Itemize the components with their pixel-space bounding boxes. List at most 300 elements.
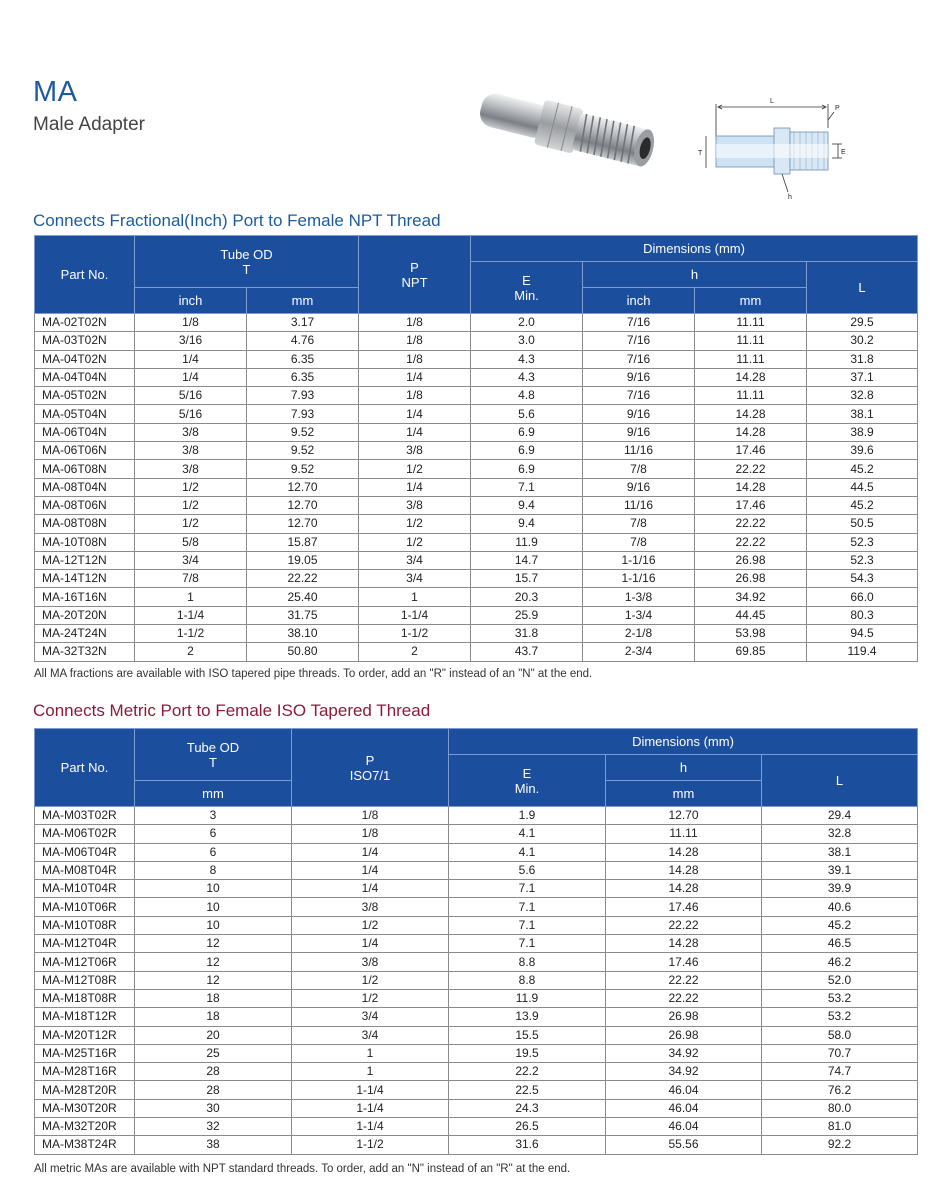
table-cell: 3 [135,807,292,825]
table-row [35,1044,918,1062]
header-p-label: P [410,259,419,275]
part-number-cell: MA-M18T08R [35,989,135,1007]
part-number-cell: MA-32T32N [35,643,135,661]
table-cell: 7.1 [449,898,606,916]
table-cell: 1 [292,1063,449,1081]
table-cell: 22.22 [695,460,807,478]
table-cell: 22.22 [606,916,762,934]
table-cell: 7/8 [583,533,695,551]
table-cell: 76.2 [762,1081,918,1099]
table-cell: 6.35 [247,368,359,386]
table-cell: 8.8 [449,953,606,971]
table-cell: 22.2 [449,1063,606,1081]
table-row [35,935,918,953]
table-cell: 32 [135,1118,292,1136]
table-cell: 24.3 [449,1099,606,1117]
header-part-no: Part No. [35,729,135,807]
table-row [35,898,918,916]
product-name: Male Adapter [33,114,145,135]
table-cell: 3/4 [292,1026,449,1044]
table-cell: 55.56 [606,1136,762,1154]
table-cell: 17.46 [606,898,762,916]
table-cell: 94.5 [807,625,918,643]
table-cell: 53.2 [762,1008,918,1026]
table-row [35,643,918,661]
table-row [35,953,918,971]
fractional-spec-table [34,235,918,662]
header-e-label: E [522,765,532,781]
table-cell: 20.3 [471,588,583,606]
table-row [35,989,918,1007]
table-cell: 3/8 [359,496,471,514]
part-number-cell: MA-04T02N [35,350,135,368]
table-cell: 53.98 [695,625,807,643]
table-row [35,625,918,643]
table-cell: 18 [135,989,292,1007]
part-number-cell: MA-M10T06R [35,898,135,916]
table-cell: 12.70 [247,496,359,514]
part-number-cell: MA-20T20N [35,606,135,624]
table-cell: 1/4 [292,935,449,953]
part-number-cell: MA-05T02N [35,387,135,405]
table-cell: 19.5 [449,1044,606,1062]
table-cell: 46.04 [606,1081,762,1099]
header-tube-mm: mm [135,781,292,807]
table-cell: 15.7 [471,570,583,588]
table-cell: 1/4 [359,368,471,386]
table-cell: 7.1 [449,935,606,953]
table-cell: 9/16 [583,478,695,496]
table-cell: 1/4 [135,350,247,368]
table-cell: 15.5 [449,1026,606,1044]
table-cell: 1/4 [359,423,471,441]
fitting-photo [468,82,668,180]
table-cell: 3/8 [359,442,471,460]
part-number-cell: MA-16T16N [35,588,135,606]
table-row [35,825,918,843]
table-cell: 1/4 [359,478,471,496]
header-dimensions: Dimensions (mm) [471,236,918,262]
table-row [35,1026,918,1044]
metric-spec-table [34,728,918,1155]
table-cell: 18 [135,1008,292,1026]
table-row [35,606,918,624]
table-row [35,588,918,606]
header-tube-od-sub: T [209,754,217,770]
part-number-cell: MA-06T08N [35,460,135,478]
table-cell: 12 [135,935,292,953]
table-cell: 1/2 [359,460,471,478]
table-cell: 5/16 [135,405,247,423]
table-cell: 38 [135,1136,292,1154]
table-cell: 11.11 [606,825,762,843]
product-code: MA [33,76,78,108]
header-p [359,236,471,314]
header-dimensions: Dimensions (mm) [449,729,918,755]
table-row [35,1081,918,1099]
table-cell: 6 [135,825,292,843]
table-cell: 3/4 [359,551,471,569]
table-cell: 15.87 [247,533,359,551]
table-cell: 1 [359,588,471,606]
table-cell: 1/4 [292,843,449,861]
table-cell: 17.46 [606,953,762,971]
table-cell: 26.98 [695,570,807,588]
table-cell: 31.8 [471,625,583,643]
table-cell: 9.52 [247,460,359,478]
table-cell: 26.5 [449,1118,606,1136]
table-cell: 9/16 [583,405,695,423]
table-cell: 3/4 [292,1008,449,1026]
table-cell: 70.7 [762,1044,918,1062]
table-cell: 3/8 [135,442,247,460]
metric-note: All metric MAs are available with NPT standard threads. To order, add an "N" instead of an "R" at the end. [34,1163,571,1175]
part-number-cell: MA-M10T08R [35,916,135,934]
table-cell: 11.11 [695,350,807,368]
table-row [35,551,918,569]
table-cell: 4.3 [471,350,583,368]
table-cell: 25 [135,1044,292,1062]
table-cell: 46.04 [606,1118,762,1136]
header-e [449,755,606,807]
table-cell: 17.46 [695,496,807,514]
table-cell: 1/8 [292,807,449,825]
table-cell: 9.52 [247,423,359,441]
table-cell: 4.76 [247,332,359,350]
table-cell: 74.7 [762,1063,918,1081]
table-cell: 7/8 [583,515,695,533]
table-cell: 8 [135,861,292,879]
table-cell: 119.4 [807,643,918,661]
table-row [35,460,918,478]
table-cell: 1/2 [292,916,449,934]
table-cell: 6 [135,843,292,861]
header-tube-od [135,729,292,781]
table-cell: 14.28 [695,368,807,386]
table-cell: 3/8 [292,953,449,971]
table-cell: 14.28 [606,880,762,898]
table-cell: 5.6 [449,861,606,879]
header-l: L [762,755,918,807]
table-cell: 3.17 [247,314,359,332]
part-number-cell: MA-14T12N [35,570,135,588]
part-number-cell: MA-08T08N [35,515,135,533]
table-cell: 43.7 [471,643,583,661]
table-cell: 9/16 [583,423,695,441]
table-cell: 12.70 [606,807,762,825]
table-cell: 9.4 [471,496,583,514]
table-cell: 4.3 [471,368,583,386]
table-row [35,1118,918,1136]
table-cell: 7.93 [247,405,359,423]
table-cell: 5/8 [135,533,247,551]
table-cell: 1/8 [359,332,471,350]
part-number-cell: MA-M30T20R [35,1099,135,1117]
part-number-cell: MA-05T04N [35,405,135,423]
table-cell: 14.7 [471,551,583,569]
table-cell: 32.8 [807,387,918,405]
table-cell: 1-3/4 [583,606,695,624]
part-number-cell: MA-M32T20R [35,1118,135,1136]
table-cell: 1/8 [359,314,471,332]
table-cell: 37.1 [807,368,918,386]
table-cell: 1-1/2 [359,625,471,643]
table-cell: 7/8 [583,460,695,478]
table-cell: 3/4 [135,551,247,569]
table-cell: 1/2 [135,515,247,533]
table-cell: 1-1/2 [135,625,247,643]
table-cell: 1/4 [292,861,449,879]
table-row [35,423,918,441]
table-cell: 1-1/4 [135,606,247,624]
table-cell: 80.0 [762,1099,918,1117]
part-number-cell: MA-M38T24R [35,1136,135,1154]
table-cell: 34.92 [606,1044,762,1062]
part-number-cell: MA-M06T02R [35,825,135,843]
table-cell: 46.5 [762,935,918,953]
table-cell: 1/2 [359,533,471,551]
table-cell: 14.28 [695,405,807,423]
header-e [471,262,583,314]
table-cell: 11.11 [695,332,807,350]
header-p-sub: ISO7/1 [349,767,391,783]
table-cell: 52.3 [807,533,918,551]
table-cell: 14.28 [695,478,807,496]
table-cell: 1/4 [359,405,471,423]
table-cell: 5/16 [135,387,247,405]
table-row [35,1008,918,1026]
table-row [35,1063,918,1081]
table-cell: 13.9 [449,1008,606,1026]
table-cell: 1/8 [359,350,471,368]
header-h-inch: inch [583,288,695,314]
part-number-cell: MA-M03T02R [35,807,135,825]
table-cell: 32.8 [762,825,918,843]
table-cell: 10 [135,880,292,898]
table-row [35,1136,918,1154]
table-cell: 25.9 [471,606,583,624]
table-cell: 52.3 [807,551,918,569]
table-cell: 38.9 [807,423,918,441]
table-row [35,916,918,934]
table-cell: 22.22 [606,971,762,989]
table-cell: 1/2 [359,515,471,533]
table-cell: 45.2 [762,916,918,934]
part-number-cell: MA-M28T20R [35,1081,135,1099]
table-cell: 1/2 [135,496,247,514]
table-cell: 26.98 [606,1008,762,1026]
table-cell: 1-1/2 [292,1136,449,1154]
table-row [35,332,918,350]
part-number-cell: MA-M28T16R [35,1063,135,1081]
table-cell: 31.8 [807,350,918,368]
table-cell: 1-1/4 [292,1081,449,1099]
table-cell: 17.46 [695,442,807,460]
table-cell: 31.6 [449,1136,606,1154]
table-cell: 7/16 [583,350,695,368]
table-cell: 1/8 [292,825,449,843]
table-cell: 6.9 [471,442,583,460]
table-cell: 8.8 [449,971,606,989]
table-cell: 39.9 [762,880,918,898]
table-cell: 92.2 [762,1136,918,1154]
section-title-fractional: Connects Fractional(Inch) Port to Female NPT Thread [33,211,441,230]
part-number-cell: MA-12T12N [35,551,135,569]
table-row [35,314,918,332]
table-cell: 3/16 [135,332,247,350]
table-cell: 7.1 [449,880,606,898]
table-cell: 3/8 [135,423,247,441]
table-cell: 26.98 [606,1026,762,1044]
table-cell: 28 [135,1063,292,1081]
header-p-label: P [365,752,375,768]
table-cell: 11/16 [583,496,695,514]
header-tube-od-label: Tube OD [220,246,273,262]
table-cell: 1/2 [135,478,247,496]
table-cell: 80.3 [807,606,918,624]
part-number-cell: MA-M06T04R [35,843,135,861]
table-cell: 34.92 [695,588,807,606]
part-number-cell: MA-02T02N [35,314,135,332]
table-row [35,387,918,405]
table-cell: 4.8 [471,387,583,405]
table-cell: 12.70 [247,515,359,533]
table-cell: 7/16 [583,332,695,350]
table-cell: 1 [135,588,247,606]
table-cell: 12.70 [247,478,359,496]
header-tube-od-label: Tube OD [186,739,240,755]
table-cell: 22.22 [695,515,807,533]
part-number-cell: MA-M08T04R [35,861,135,879]
table-cell: 1-1/16 [583,570,695,588]
table-cell: 1-1/4 [292,1118,449,1136]
table-cell: 20 [135,1026,292,1044]
table-cell: 30 [135,1099,292,1117]
table-cell: 1/2 [292,971,449,989]
table-cell: 7.93 [247,387,359,405]
label-h: h [788,194,792,201]
header-tube-od [135,236,359,288]
table-cell: 44.45 [695,606,807,624]
table-cell: 1/8 [359,387,471,405]
header-part-no: Part No. [35,236,135,314]
header-tube-mm: mm [247,288,359,314]
table-cell: 28 [135,1081,292,1099]
table-row [35,880,918,898]
table-cell: 2-3/4 [583,643,695,661]
table-cell: 1-3/8 [583,588,695,606]
table-cell: 29.4 [762,807,918,825]
table-cell: 31.75 [247,606,359,624]
table-row [35,496,918,514]
table-cell: 3.0 [471,332,583,350]
header-e-label: E [522,272,531,288]
table-cell: 11.9 [471,533,583,551]
table-cell: 50.80 [247,643,359,661]
label-l: L [770,98,774,105]
table-cell: 1-1/4 [359,606,471,624]
table-cell: 58.0 [762,1026,918,1044]
table-cell: 11.11 [695,314,807,332]
table-cell: 1/4 [135,368,247,386]
table-cell: 39.6 [807,442,918,460]
table-cell: 6.35 [247,350,359,368]
table-cell: 14.28 [606,861,762,879]
header-h: h [606,755,762,781]
table-cell: 38.10 [247,625,359,643]
table-cell: 11.9 [449,989,606,1007]
table-cell: 69.85 [695,643,807,661]
label-p: P [835,105,840,112]
table-cell: 1/8 [135,314,247,332]
part-number-cell: MA-M18T12R [35,1008,135,1026]
table-cell: 38.1 [807,405,918,423]
table-cell: 3/8 [135,460,247,478]
table-cell: 22.5 [449,1081,606,1099]
header-h: h [583,262,807,288]
table-row [35,368,918,386]
table-row [35,861,918,879]
table-cell: 39.1 [762,861,918,879]
table-cell: 1/4 [292,880,449,898]
table-cell: 25.40 [247,588,359,606]
part-number-cell: MA-M12T06R [35,953,135,971]
table-cell: 26.98 [695,551,807,569]
part-number-cell: MA-M10T04R [35,880,135,898]
header-p-sub: NPT [401,274,428,290]
table-cell: 14.28 [606,935,762,953]
table-cell: 9.4 [471,515,583,533]
table-cell: 22.22 [606,989,762,1007]
header-e-sub: Min. [514,780,540,796]
table-cell: 6.9 [471,423,583,441]
header-h-mm: mm [606,781,762,807]
table-cell: 40.6 [762,898,918,916]
table-row [35,533,918,551]
table-cell: 30.2 [807,332,918,350]
part-number-cell: MA-M12T08R [35,971,135,989]
table-cell: 34.92 [606,1063,762,1081]
table-cell: 2 [135,643,247,661]
table-cell: 22.22 [247,570,359,588]
part-number-cell: MA-24T24N [35,625,135,643]
part-number-cell: MA-06T06N [35,442,135,460]
table-cell: 12 [135,953,292,971]
header-e-sub: Min. [514,287,539,303]
table-cell: 4.1 [449,843,606,861]
table-cell: 1.9 [449,807,606,825]
dimension-drawing [688,92,858,204]
part-number-cell: MA-08T06N [35,496,135,514]
table-cell: 45.2 [807,496,918,514]
part-number-cell: MA-M12T04R [35,935,135,953]
part-number-cell: MA-M20T12R [35,1026,135,1044]
part-number-cell: MA-03T02N [35,332,135,350]
table-cell: 29.5 [807,314,918,332]
table-cell: 2 [359,643,471,661]
table-cell: 11/16 [583,442,695,460]
label-e: E [841,149,846,156]
header-tube-od-sub: T [242,261,251,277]
table-row [35,515,918,533]
table-row [35,478,918,496]
fractional-note: All MA fractions are available with ISO tapered pipe threads. To order, add an "R" instead of an "N" at the end. [34,668,593,680]
table-cell: 14.28 [606,843,762,861]
table-cell: 12 [135,971,292,989]
table-cell: 7/8 [135,570,247,588]
header-h-mm: mm [695,288,807,314]
table-cell: 54.3 [807,570,918,588]
